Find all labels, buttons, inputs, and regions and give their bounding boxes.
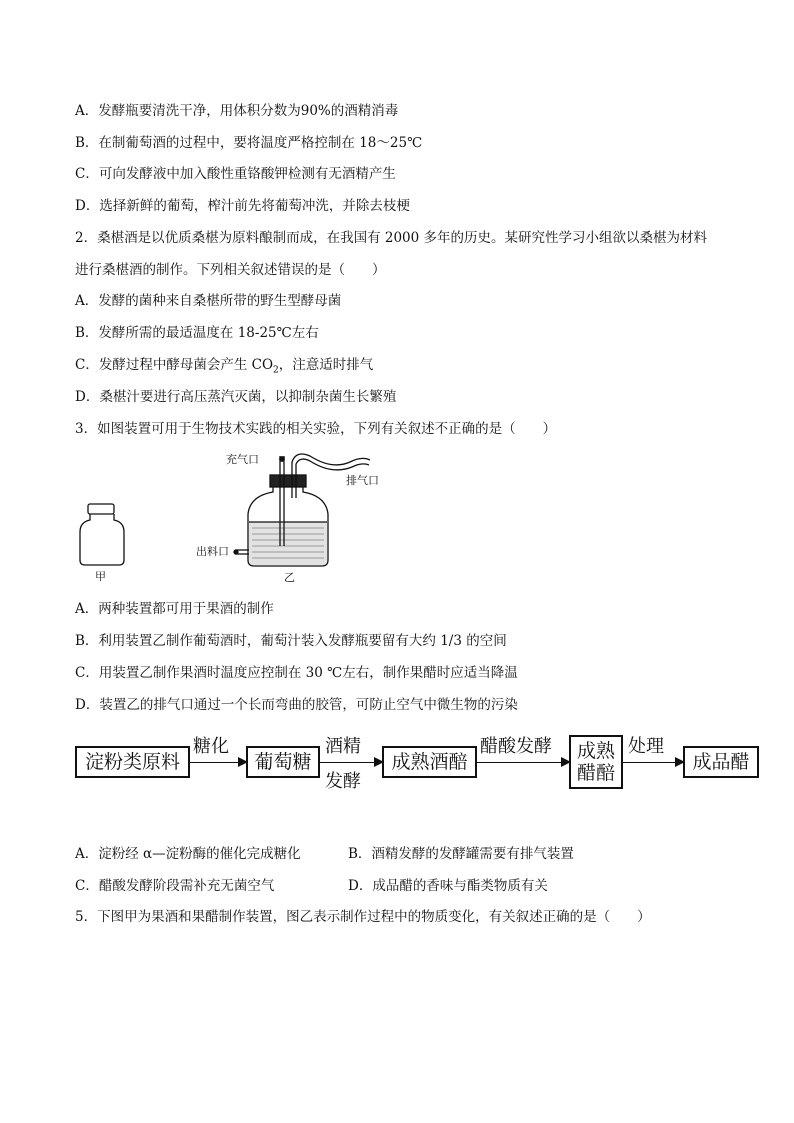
flow-arrow-4 [623,762,683,763]
flow-box4-line1: 成熟 [576,740,615,762]
q2-option-a: A．发酵的菌种来自桑椹所带的野生型酵母菌 [75,293,342,309]
q1-option-b: B．在制葡萄酒的过程中，要将温度严格控制在 18～25℃ [75,135,423,151]
flow-label-process: 处理 [628,736,664,757]
q3-option-c: C．用装置乙制作果酒时温度应控制在 30 ℃左右，制作果醋时应适当降温 [75,665,518,681]
q1-option-c: C．可向发酵液中加入酸性重铬酸钾检测有无酒精产生 [75,166,396,182]
flow-arrow-2 [320,762,382,763]
q2-option-c-subscript: 2 [273,365,279,376]
q3-option-b: B．利用装置乙制作葡萄酒时，葡萄汁装入发酵瓶要留有大约 1/3 的空间 [75,633,507,649]
fermenter-yi-icon [234,454,370,566]
q2-stem-line1: 2．桑椹酒是以优质桑椹为原料酿制而成，在我国有 2000 多年的历史。某研究性学习小组欲以桑椹为材料 [75,230,708,246]
flow-box-mature-vinegar-mash [569,735,623,789]
label-jia: 甲 [95,570,106,583]
flow-label-ferment: 发酵 [325,771,361,792]
flow-box-finished-vinegar: 成品醋 [683,746,759,778]
flow-label-saccharify: 糖化 [193,736,229,757]
q3-stem: 3．如图装置可用于生物技术实践的相关实验，下列有关叙述不正确的是（ ） [75,421,557,437]
bottle-jia-icon [80,504,124,565]
flow-box-mature-mash: 成熟酒醅 [382,746,477,778]
q3-option-a: A．两种装置都可用于果酒的制作 [75,601,274,617]
flow-box-glucose: 葡萄糖 [246,746,320,778]
flow-arrow-1 [190,762,246,763]
q2-option-c-tail: ，注意适时排气 [278,357,374,373]
q2-option-c-text: C．发酵过程中酵母菌会产生 CO [75,357,274,373]
flow-label-alcohol: 酒精 [325,736,361,757]
q2-option-d: D．桑椹汁要进行高压蒸汽灭菌，以抑制杂菌生长繁殖 [75,389,397,405]
q4-option-b: B．酒精发酵的发酵罐需要有排气装置 [348,846,574,862]
q1-option-d: D．选择新鲜的葡萄，榨汁前先将葡萄冲洗，并除去枝梗 [75,198,410,214]
q4-option-a: A．淀粉经 α—淀粉酶的催化完成糖化 [75,846,301,862]
label-outlet-port: 出料口 [196,545,229,558]
q2-stem-line2: 进行桑椹酒的制作。下列相关叙述错误的是（ ） [75,262,386,278]
q4-option-c: C．醋酸发酵阶段需补充无菌空气 [75,878,275,894]
flow-box4-line2: 醋醅 [576,762,615,784]
label-yi: 乙 [284,571,295,584]
flow-box-starch: 淀粉类原料 [75,746,190,778]
q4-option-d: D．成品醋的香味与酯类物质有关 [348,878,548,894]
q1-option-a: A．发酵瓶要清洗干净，用体积分数为90%的酒精消毒 [75,103,399,119]
label-inflate-port: 充气口 [226,453,259,466]
q3-apparatus-figure [70,448,410,588]
flow-arrow-3 [477,762,569,763]
q2-option-c [75,356,373,380]
q2-option-b: B．发酵所需的最适温度在 18-25℃左右 [75,325,319,341]
flow-label-acetic-fermentation: 醋酸发酵 [480,736,552,757]
q5-stem: 5．下图甲为果酒和果醋制作装置，图乙表示制作过程中的物质变化，有关叙述正确的是（ ） [75,909,651,925]
q3-option-d: D．装置乙的排气口通过一个长而弯曲的胶管，可防止空气中微生物的污染 [75,697,518,713]
label-exhaust-port: 排气口 [346,474,379,487]
